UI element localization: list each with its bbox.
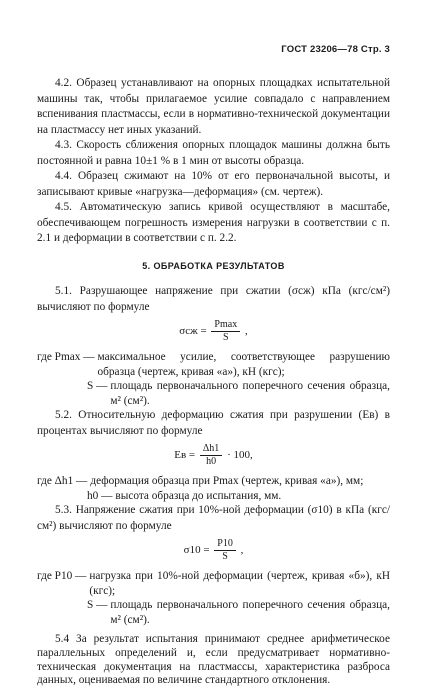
- formula-denominator: S: [223, 332, 229, 343]
- where-item: [37, 474, 390, 489]
- where-block-3: [37, 569, 390, 627]
- where-item: [37, 350, 390, 379]
- formula-sigma-compression: [37, 319, 390, 344]
- formula-numerator: P10: [214, 538, 236, 551]
- paragraph-4-2: 4.2. Образец устанавливают на опорных площадках испытательной машины так, чтобы прилагаемое усилие совпадало с направлением вспенивания пластмассы, если в нормативно-технической документации на пластмассу нет иных указаний.: [37, 77, 390, 136]
- where-block-1: [37, 350, 390, 408]
- paragraph-5-1: 5.1. Разрушающее напряжение при сжатии (σсж) кПа (кгс/см²) вычисляют по формуле: [37, 285, 390, 313]
- formula-fraction: [211, 319, 240, 344]
- formula-denominator: S: [222, 551, 228, 562]
- where-symbol: где Δh1 —: [37, 475, 88, 487]
- formula-tail: · 100,: [227, 449, 253, 462]
- formula-relative-deformation: [37, 443, 390, 468]
- where-description: деформация образца при Pmax (чертеж, кривая «а»), мм;: [90, 475, 364, 487]
- where-block-2: [37, 474, 390, 503]
- formula-tail: ,: [240, 544, 244, 557]
- formula-denominator: h0: [206, 456, 217, 467]
- paragraph-4-3: 4.3. Скорость сближения опорных площадок машины должна быть постоянной и равна 10±1 % в 1 мин от высоты образца.: [37, 139, 390, 167]
- where-symbol: S —: [87, 380, 108, 392]
- where-item: [37, 379, 390, 408]
- where-symbol: где Pmax —: [37, 351, 95, 363]
- where-item: [37, 598, 390, 627]
- where-description: нагрузка при 10%-ной деформации (чертеж, кривая «б»), кН (кгс);: [89, 570, 390, 597]
- where-symbol: где P10 —: [37, 570, 87, 582]
- formula-numerator: Pmax: [211, 319, 240, 332]
- formula-lhs: σсж =: [179, 325, 207, 338]
- where-symbol: S —: [87, 599, 108, 611]
- page-header: ГОСТ 23206—78 Стр. 3: [281, 44, 390, 55]
- where-description: площадь первоначального поперечного сечения образца, м² (см²).: [110, 380, 390, 407]
- paragraph-4-5: 4.5. Автоматическую запись кривой осуществляют в масштабе, обеспечивающем погрешность измерения нагрузки в соответствии с п. 2.1 и деформации в соответствии с п. 2.2.: [37, 201, 390, 244]
- formula-fraction: [200, 443, 222, 468]
- paragraph-5-3: 5.3. Напряжение сжатия при 10%-ной деформации (σ10) в кПа (кгс/см²) вычисляют по формуле: [37, 504, 390, 532]
- paragraph-5-2: 5.2. Относительную деформацию сжатия при разрушении (Eв) в процентах вычисляют по формуле: [37, 409, 390, 437]
- formula-lhs: Eв =: [174, 449, 196, 462]
- document-body: [37, 76, 390, 688]
- formula-sigma-10: [37, 538, 390, 563]
- where-description: площадь первоначального поперечного сечения образца, м² (см²).: [110, 599, 390, 626]
- where-item: [37, 569, 390, 598]
- formula-fraction: [214, 538, 236, 563]
- where-description: высота образца до испытания, мм.: [115, 489, 282, 502]
- where-description: максимальное усилие, соответствующее разрушению образца (чертеж, кривая «а»), кН (кгс);: [97, 351, 390, 378]
- section-title: 5. ОБРАБОТКА РЕЗУЛЬТАТОВ: [142, 260, 285, 271]
- paragraph-5-4: 5.4 За результат испытания принимают среднее арифметическое параллельных определений и, если предусматривает нормативно-техническая документация на пластмассы, характеристика разброса данных, оцениваемая по величине стандартного отклонения.: [37, 633, 390, 687]
- formula-tail: ,: [244, 325, 248, 338]
- where-symbol: h0 —: [87, 489, 113, 502]
- formula-lhs: σ10 =: [183, 544, 210, 557]
- formula-numerator: Δh1: [200, 443, 222, 456]
- paragraph-4-4: 4.4. Образец сжимают на 10% от его первоначальной высоты, и записывают кривые «нагрузка—деформация» (см. чертеж).: [37, 170, 390, 198]
- where-item: [37, 489, 390, 504]
